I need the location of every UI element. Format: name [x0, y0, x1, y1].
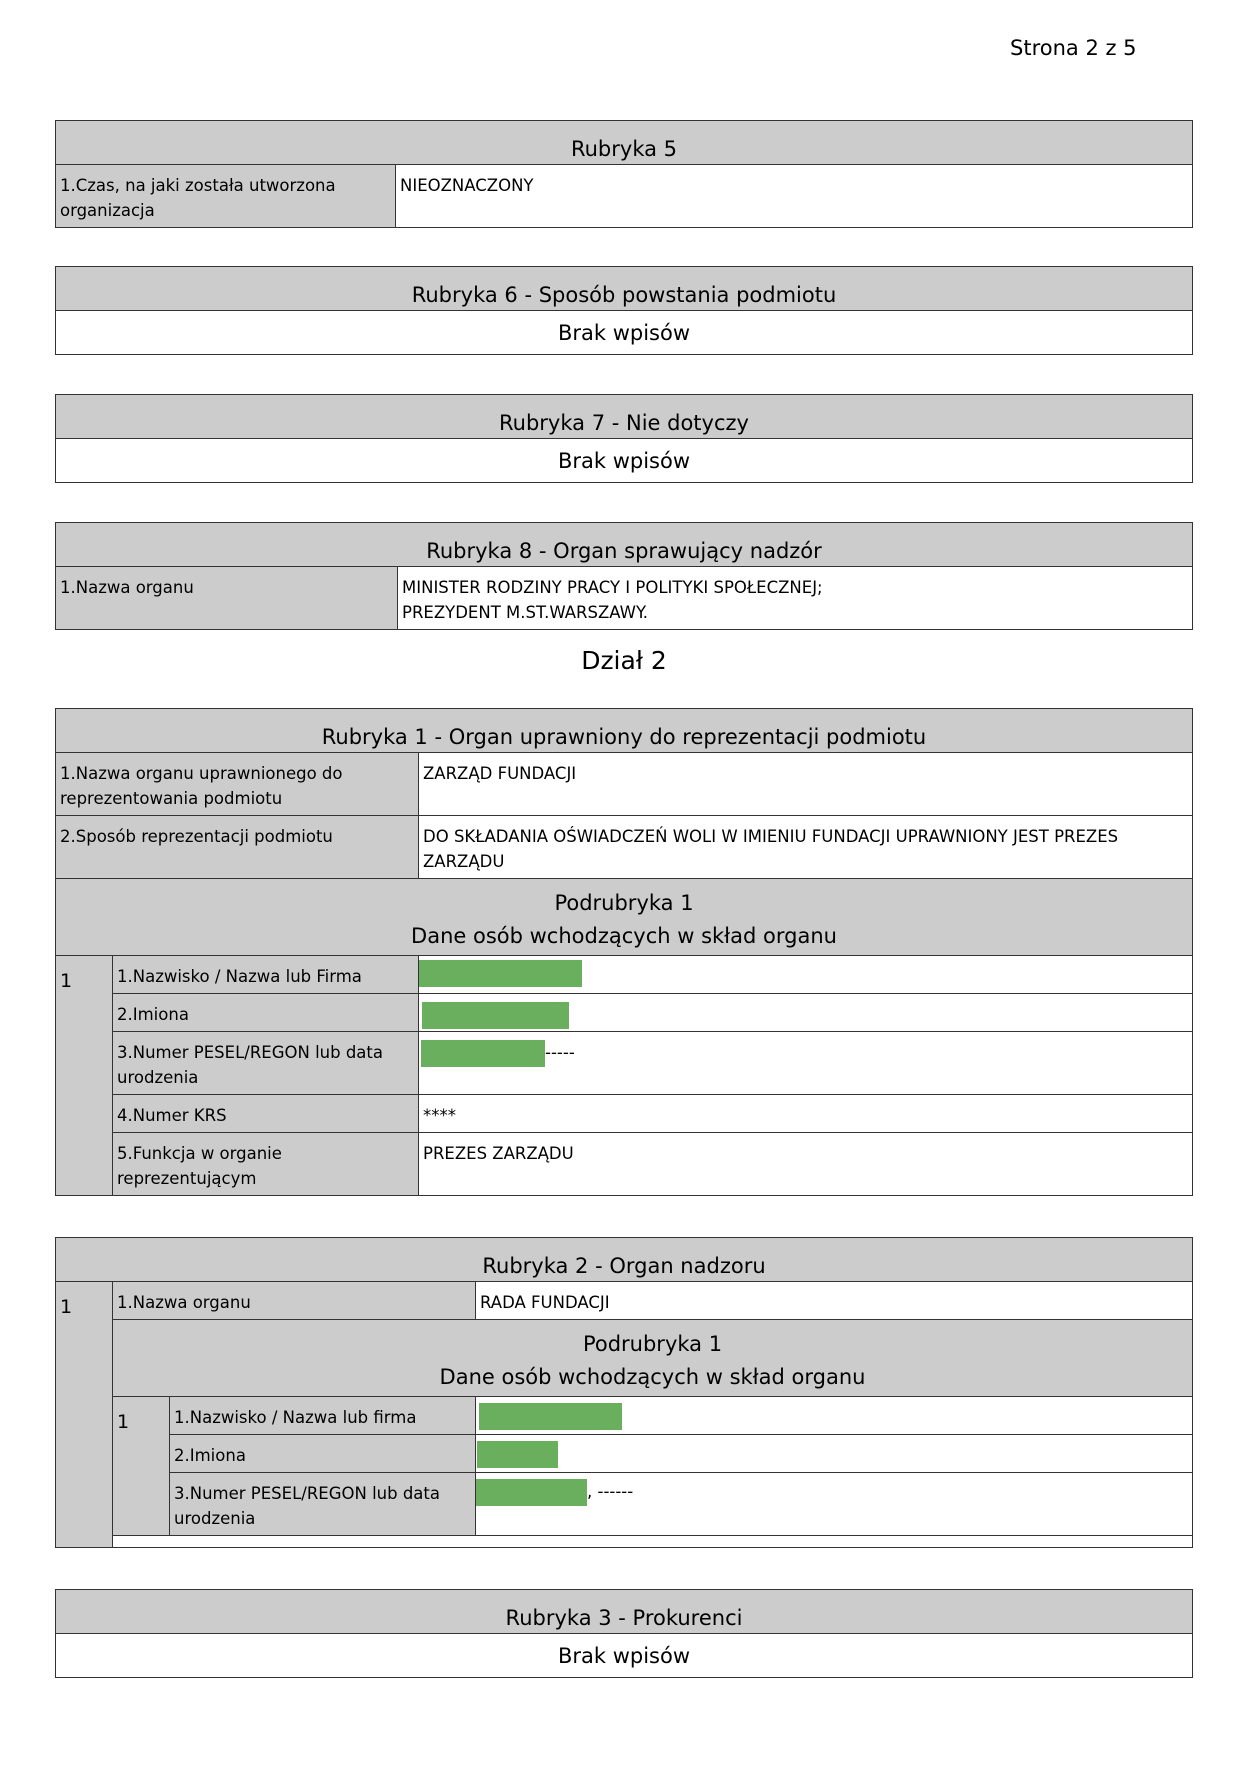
rubryka-5-title: Rubryka 5 — [56, 121, 1193, 165]
redacted-block — [421, 1040, 545, 1067]
imiona-value — [476, 1435, 1193, 1473]
pesel-suffix: , ------ — [587, 1482, 634, 1501]
nazwa-organu-line-2: PREZYDENT M.ST.WARSZAWY. — [402, 603, 648, 622]
d2-rubryka-2-title: Rubryka 2 - Organ nadzoru — [56, 1238, 1193, 1282]
redacted-block — [422, 1002, 569, 1029]
rubryka-7-empty: Brak wpisów — [56, 439, 1193, 483]
funkcja-value: PREZES ZARZĄDU — [419, 1133, 1193, 1196]
rubryka-6-empty: Brak wpisów — [56, 311, 1193, 355]
podrubryka-2-title-line-2: Dane osób wchodzących w skład organu — [439, 1365, 866, 1389]
redacted-block — [419, 960, 582, 987]
podrubryka-2-title — [113, 1320, 1193, 1397]
d2-rubryka-3-empty: Brak wpisów — [56, 1634, 1193, 1678]
redacted-block — [476, 1479, 587, 1506]
nazwisko-label: 1.Nazwisko / Nazwa lub Firma — [113, 956, 419, 994]
sposob-reprezentacji-value: DO SKŁADANIA OŚWIADCZEŃ WOLI W IMIENIU FUNDACJI UPRAWNIONY JEST PREZES ZARZĄDU — [419, 816, 1193, 879]
d2-rubryka-3-table — [55, 1589, 1193, 1678]
rubryka-5-table — [55, 120, 1193, 228]
imiona-label: 2.Imiona — [170, 1435, 476, 1473]
pesel-label: 3.Numer PESEL/REGON lub data urodzenia — [170, 1473, 476, 1536]
sposob-reprezentacji-label: 2.Sposób reprezentacji podmiotu — [56, 816, 419, 879]
person-index: 1 — [113, 1397, 170, 1536]
podrubryka-1-title-line-2: Dane osób wchodzących w skład organu — [411, 924, 837, 948]
d2-rubryka-1-table — [55, 708, 1193, 1196]
pesel-value — [476, 1473, 1193, 1536]
rubryka-8-table — [55, 522, 1193, 630]
nazwisko-value — [476, 1397, 1193, 1435]
rubryka-6-table — [55, 266, 1193, 355]
rubryka-7-title: Rubryka 7 - Nie dotyczy — [56, 395, 1193, 439]
pesel-suffix: ----- — [545, 1043, 575, 1062]
krs-label: 4.Numer KRS — [113, 1095, 419, 1133]
organ-nadzoru-label: 1.Nazwa organu — [113, 1282, 476, 1320]
organ-reprezentacji-label: 1.Nazwa organu uprawnionego do reprezentowania podmiotu — [56, 753, 419, 816]
podrubryka-1-title — [56, 879, 1193, 956]
nazwa-organu-value — [398, 567, 1193, 630]
imiona-label: 2.Imiona — [113, 994, 419, 1032]
spacer-row — [113, 1536, 1193, 1548]
redacted-block — [479, 1403, 622, 1430]
krs-value: **** — [419, 1095, 1193, 1133]
nazwisko-label: 1.Nazwisko / Nazwa lub firma — [170, 1397, 476, 1435]
funkcja-label: 5.Funkcja w organie reprezentującym — [113, 1133, 419, 1196]
page-number: Strona 2 z 5 — [1010, 36, 1137, 60]
rubryka-7-table — [55, 394, 1193, 483]
nazwisko-value — [419, 956, 1193, 994]
rubryka-6-title: Rubryka 6 - Sposób powstania podmiotu — [56, 267, 1193, 311]
rubryka-8-title: Rubryka 8 - Organ sprawujący nadzór — [56, 523, 1193, 567]
d2-rubryka-2-table — [55, 1237, 1193, 1548]
imiona-value — [419, 994, 1193, 1032]
podrubryka-2-title-line-1: Podrubryka 1 — [582, 1332, 723, 1356]
nazwa-organu-line-1: MINISTER RODZINY PRACY I POLITYKI SPOŁECZNEJ; — [402, 578, 823, 597]
podrubryka-1-title-line-1: Podrubryka 1 — [554, 891, 694, 915]
pesel-value — [419, 1032, 1193, 1095]
d2-rubryka-1-title: Rubryka 1 - Organ uprawniony do reprezentacji podmiotu — [56, 709, 1193, 753]
dzial-title: Dział 2 — [581, 646, 667, 675]
nazwa-organu-label: 1.Nazwa organu — [56, 567, 398, 630]
person-index: 1 — [56, 956, 113, 1196]
czas-label: 1.Czas, na jaki została utworzona organizacja — [56, 165, 396, 228]
organ-nadzoru-value: RADA FUNDACJI — [476, 1282, 1193, 1320]
czas-value: NIEOZNACZONY — [396, 165, 1193, 228]
redacted-block — [477, 1441, 558, 1468]
organ-reprezentacji-value: ZARZĄD FUNDACJI — [419, 753, 1193, 816]
organ-index: 1 — [56, 1282, 113, 1548]
pesel-label: 3.Numer PESEL/REGON lub data urodzenia — [113, 1032, 419, 1095]
d2-rubryka-3-title: Rubryka 3 - Prokurenci — [56, 1590, 1193, 1634]
